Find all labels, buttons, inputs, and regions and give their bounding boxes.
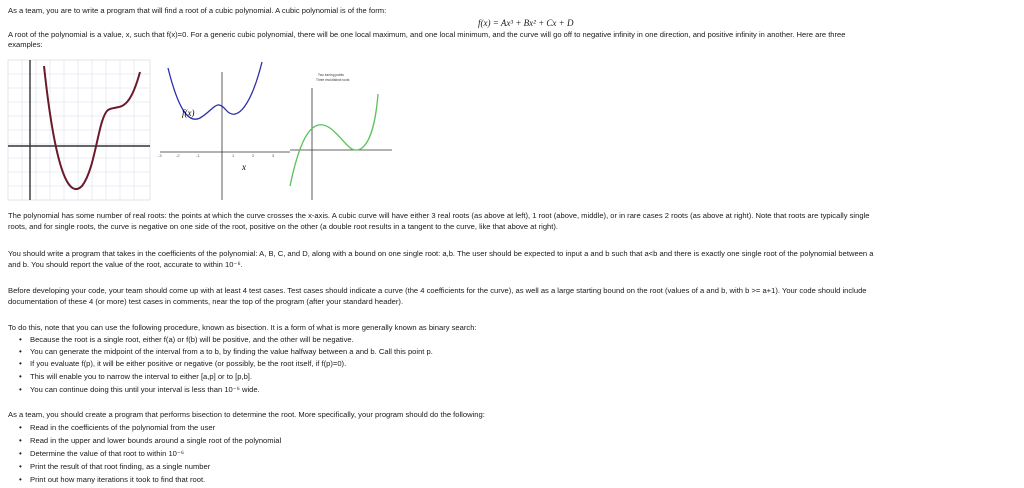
middle-example-plot — [158, 62, 290, 200]
para4-line-1: To do this, note that you can use the following procedure, known as bisection. It is a form of what is more generally known as binary search: — [8, 323, 477, 332]
bisection-bullet-1: • Because the root is a single root, either f(a) or f(b) will be positive, and the other will be negative. — [30, 335, 354, 345]
bisection-bullet-5: • You can continue doing this until your interval is less than 10⁻⁶ wide. — [30, 385, 260, 395]
program-bullet-4: • Print the result of that root finding, as a single number — [30, 462, 210, 472]
svg-text:1: 1 — [232, 153, 235, 158]
x-axis-label: x — [242, 162, 246, 172]
intro-line-3: examples: — [8, 40, 43, 49]
svg-text:3: 3 — [272, 153, 275, 158]
cubic-examples-figure — [0, 58, 400, 204]
para2-line-2: and b. You should report the value of the root, accurate to within 10⁻⁶. — [8, 260, 243, 269]
cubic-formula: f(x) = Ax³ + Bx² + Cx + D — [478, 18, 574, 28]
intro-line-1: As a team, you are to write a program that will find a root of a cubic polynomial. A cubic polynomial is of the form: — [8, 6, 387, 15]
svg-text:-3: -3 — [158, 153, 162, 158]
para5-line-1: As a team, you should create a program that performs bisection to determine the root. More specifically, your program should do the following: — [8, 410, 485, 419]
fx-axis-label: f(x) — [182, 108, 195, 118]
svg-text:-2: -2 — [176, 153, 180, 158]
legend-line-1: Two turning points — [318, 73, 344, 77]
svg-text:2: 2 — [252, 153, 255, 158]
legend-line-2: Three real distinct roots — [316, 78, 350, 82]
bisection-bullet-4: • This will enable you to narrow the interval to either [a,p] or to [p,b]. — [30, 372, 252, 382]
intro-line-2: A root of the polynomial is a value, x, such that f(x)=0. For a generic cubic polynomial, there will be one local maximum, and one local minimum, and the curve will go off to negative infinity in one direction, and positive infinity in another. Here are three — [8, 30, 846, 39]
program-bullet-3: • Determine the value of that root to within 10⁻⁶ — [30, 449, 184, 459]
svg-text:-1: -1 — [196, 153, 200, 158]
para1-line-2: roots, and for single roots, the curve is negative on one side of the root, positive on the other (a double root results in a tangent to the curve, like that above at right). — [8, 222, 559, 231]
bisection-bullet-2: • You can generate the midpoint of the interval from a to b, by finding the value halfway between a and b. Call this point p. — [30, 347, 433, 357]
program-bullet-5: • Print out how many iterations it took to find that root. — [30, 475, 205, 485]
right-example-plot — [290, 73, 392, 200]
para3-line-2: documentation of these 4 (or more) test cases in comments, near the top of the program (after your standard header). — [8, 297, 404, 306]
para3-line-1: Before developing your code, your team should come up with at least 4 test cases. Test cases should indicate a curve (the 4 coefficients for the curve), as well as a large starting bound on the root (values of a and b, with b >= a+1). Your code should include — [8, 286, 867, 295]
left-example-plot — [8, 60, 150, 200]
program-bullet-2: • Read in the upper and lower bounds around a single root of the polynomial — [30, 436, 281, 446]
bisection-bullet-3: • If you evaluate f(p), it will be either positive or negative (or possibly, be the root itself, if f(p)=0). — [30, 359, 346, 369]
program-bullet-1: • Read in the coefficients of the polynomial from the user — [30, 423, 215, 433]
para1-line-1: The polynomial has some number of real roots: the points at which the curve crosses the x-axis. A cubic curve will have either 3 real roots (as above at left), 1 root (above, middle), or in rare cases 2 roots (as above at right). Note that roots are typically single — [8, 211, 870, 220]
para2-line-1: You should write a program that takes in the coefficients of the polynomial: A, B, C, and D, along with a bound on one single root: a,b. The user should be expected to input a and b such that a<b and there is exactly one single root of the polynomial between a — [8, 249, 874, 258]
